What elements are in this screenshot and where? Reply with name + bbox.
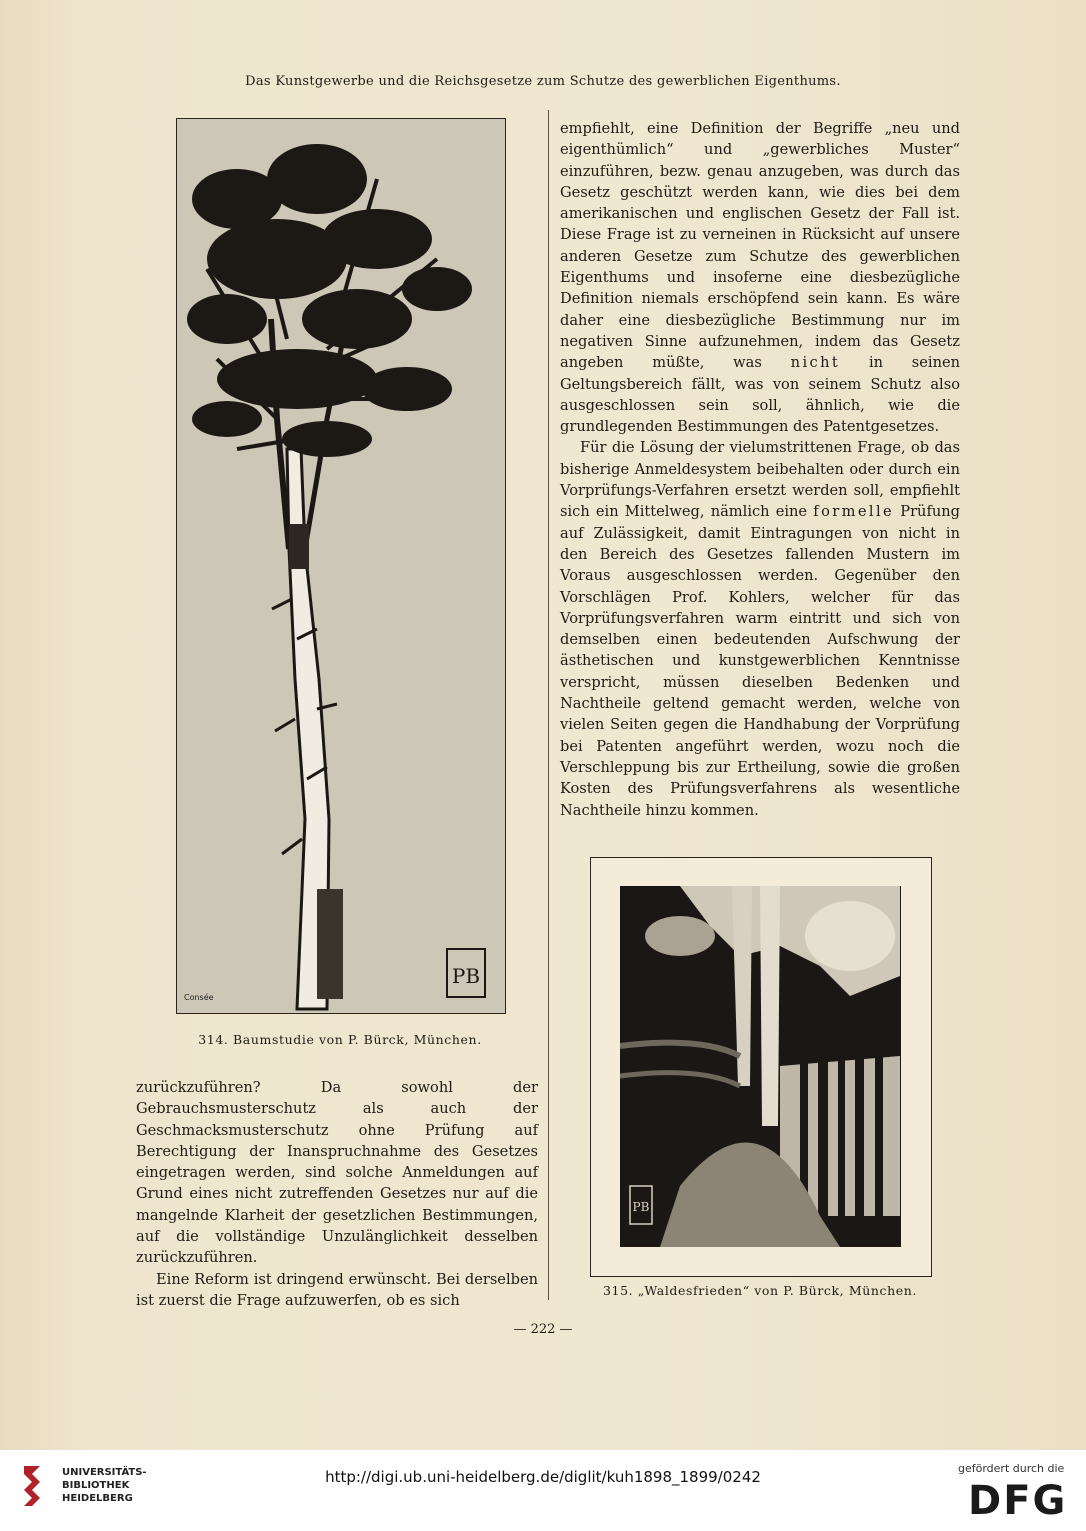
column-divider [548,110,549,1300]
left-paragraph-2: Eine Reform ist dringend erwünscht. Bei derselben ist zuerst die Frage aufzuwerfen, ob es sich [136,1270,538,1309]
footer [0,1450,1086,1531]
right-p1-end: in seinen Geltungsbereich fällt, was von seinem Schutz also ausgeschlossen sein soll, ähnlich, wie die grundlegenden Bestimmungen des Patentgesetzes. [560,354,961,436]
dfg-logo: DFG [968,1478,1068,1524]
right-paragraph-1 [560,118,960,437]
left-column-text [136,1077,538,1311]
figure-315-waldesfrieden [620,886,901,1247]
funder-note: gefördert durch die [958,1462,1065,1475]
page-number: — 222 — [513,1322,573,1337]
library-name-line-1: UNIVERSITÄTS- [62,1467,147,1478]
library-name-line-3: HEIDELBERG [62,1493,133,1504]
right-p2-end: Prüfung auf Zulässigkeit, damit Eintragungen von nicht in den Bereich des Gesetzes fallenden Mustern im Voraus ausgeschlossen werden. Gegenüber den Vorschlägen Prof. Kohlers, welcher für das Vorprüfungsverfahren warm eintritt und sich von demselben einen bedeutenden Aufschwung der ästhetischen und kunstgewerblichen Kenntnisse verspricht, müssen dieselben Bedenken und Nachtheile geltend gemacht werden, welche von vielen Seiten gegen die Handhabung der Vorprüfung bei Patenten angeführt werden, wozu noch die Verschleppung bis zur Ertheilung, sowie die großen Kosten des Prüfungsverfahrens als wesentliche Nachtheile hinzu kommen. [560,503,961,819]
permalink-url[interactable]: http://digi.ub.uni-heidelberg.de/diglit/kuh1898_1899/0242 [325,1468,761,1486]
figure-314-monogram: PB [451,964,481,988]
figure-315-monogram: PB [632,1200,650,1214]
tree-illustration [177,119,505,1013]
figure-315-caption: 315. „Waldesfrieden“ von P. Bürck, München. [602,1283,917,1298]
library-name-line-2: BIBLIOTHEK [62,1480,130,1491]
right-column-text [560,118,960,821]
right-p1-emphasis: nicht [790,354,841,372]
right-paragraph-2 [560,437,960,820]
right-p2-emphasis: formelle [813,503,895,521]
right-p2-text: Für die Lösung der vielumstrittenen Frage, ob das bisherige Anmeldesystem beibehalten oder durch ein Vorprüfungs-Verfahren ersetzt werden soll, empfiehlt sich ein Mittelweg, nämlich eine [560,439,960,521]
figure-314-caption: 314. Baumstudie von P. Bürck, München. [198,1032,482,1047]
left-paragraph-1: zurückzuführen? Da sowohl der Gebrauchsmusterschutz als auch der Geschmacksmusterschutz ohne Prüfung auf Berechtigung der Inanspruchnahme des Gesetzes eingetragen werden, sind solche Anmeldungen auf Grund eines nicht zutreffenden Gesetzes nur auf die mangelnde Klarheit der gesetzlichen Bestimmungen, auf die vollständige Unzulänglichkeit desselben zurückzuführen. [136,1079,538,1267]
figure-314-tree-study [176,118,506,1014]
forest-illustration [620,886,901,1247]
right-p1-text: empfiehlt, eine Definition der Begriffe „neu und eigenthümlich“ und „gewerbliches Muster“ einzuführen, bezw. genau anzugeben, was durch das Gesetz geschützt werden kann, wie dies bei dem amerikanischen und englischen Gesetz der Fall ist. Diese Frage ist zu verneinen in Rücksicht auf unsere anderen Gesetze zum Schutze des gewerblichen Eigenthums und insoferne eine diesbezügliche Definition niemals erschöpfend sein kann. Es wäre daher eine diesbezügliche Bestimmung nur im negativen Sinne aufzunehmen, indem das Gesetz angeben müßte, was [560,120,960,372]
running-head: Das Kunstgewerbe und die Reichsgesetze zum Schutze des gewerblichen Eigenthums. [245,74,841,89]
printer-mark: Consée [184,993,214,1002]
